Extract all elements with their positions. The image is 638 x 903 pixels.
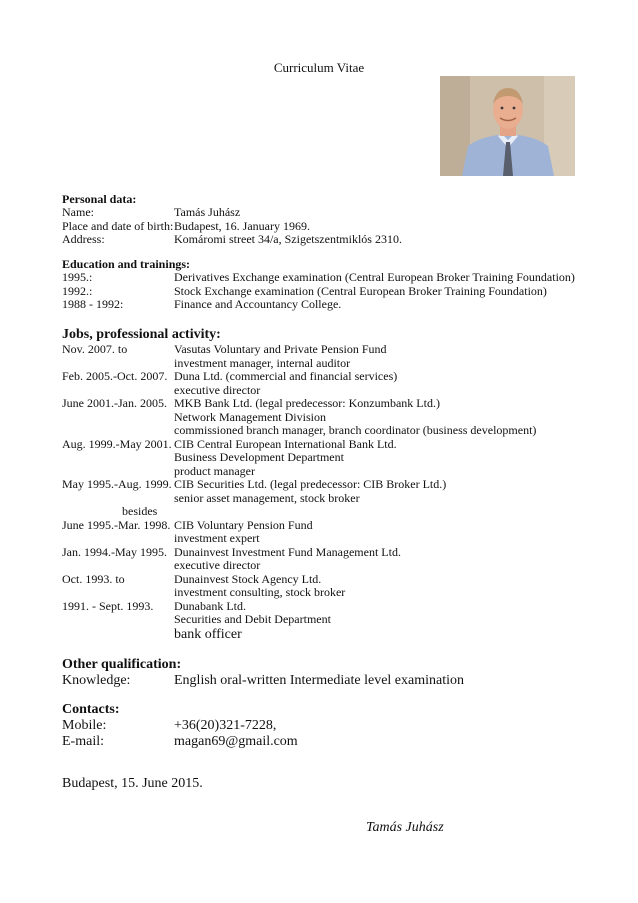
row-value: Derivatives Exchange examination (Central European Broker Training Foundation)	[174, 270, 575, 284]
row-value: Finance and Accountancy College.	[174, 297, 342, 311]
job-employer: CIB Voluntary Pension Fund	[174, 517, 313, 532]
row-label: 1995.:	[62, 270, 93, 284]
besides-label: besides	[122, 504, 158, 518]
contact-row-email	[62, 734, 602, 750]
row-label: 1992.:	[62, 283, 93, 298]
row-label: Knowledge:	[62, 673, 131, 688]
row-label: E-mail:	[62, 734, 104, 749]
row-value: Tamás Juhász	[174, 205, 241, 219]
personal-row-birth	[62, 220, 602, 234]
job-period: Aug. 1999.-May 2001.	[62, 436, 172, 451]
contact-row-mobile	[62, 718, 602, 734]
education-row	[62, 285, 602, 299]
job-detail: Business Development Department	[174, 450, 344, 464]
job-employer: Dunabank Ltd.	[174, 598, 246, 613]
row-value: English oral-written Intermediate level examination	[174, 673, 465, 688]
portrait-image	[440, 76, 575, 176]
personal-row-name	[62, 206, 602, 220]
job-detail: Securities and Debit Department	[174, 612, 331, 626]
job-employer: Dunainvest Investment Fund Management Ltd.	[174, 544, 401, 559]
contacts-section	[62, 702, 602, 750]
signature: Tamás Juhász	[366, 820, 444, 835]
job-detail: bank officer	[174, 626, 242, 642]
place-and-date: Budapest, 15. June 2015.	[62, 776, 203, 791]
job-period: 1991. - Sept. 1993.	[62, 598, 154, 613]
job-detail: executive director	[174, 382, 261, 397]
row-label: Place and date of birth:	[62, 218, 174, 233]
job-detail: investment consulting, stock broker	[174, 585, 346, 599]
job-entry	[62, 573, 602, 587]
personal-data-section	[62, 192, 602, 247]
job-entry	[62, 370, 602, 384]
job-detail: senior asset management, stock broker	[174, 490, 360, 505]
job-entry	[62, 343, 602, 357]
job-detail: Network Management Division	[174, 409, 326, 424]
job-detail: product manager	[174, 463, 255, 478]
jobs-heading: Jobs, professional activity:	[62, 327, 221, 342]
portrait-photo	[440, 76, 575, 176]
row-label: Name:	[62, 205, 94, 219]
job-entry	[62, 397, 602, 411]
job-entry	[62, 438, 602, 452]
education-row	[62, 298, 602, 312]
job-detail: investment manager, internal auditor	[174, 355, 351, 370]
row-value: Budapest, 16. January 1969.	[174, 218, 310, 233]
job-detail: investment expert	[174, 531, 260, 545]
job-period: Feb. 2005.-Oct. 2007.	[62, 369, 168, 383]
job-detail: executive director	[174, 558, 261, 572]
job-employer: CIB Securities Ltd. (legal predecessor: CIB Broker Ltd.)	[174, 477, 447, 491]
job-period: Jan. 1994.-May 1995.	[62, 544, 167, 559]
row-value: +36(20)321-7228,	[174, 718, 277, 733]
job-period: May 1995.-Aug. 1999.	[62, 477, 172, 491]
qualification-row	[62, 673, 602, 689]
education-row	[62, 271, 602, 285]
row-value: Komáromi street 34/a, Szigetszentmiklós 2310.	[174, 232, 402, 246]
job-period: Nov. 2007. to	[62, 342, 128, 356]
job-entry	[62, 478, 602, 492]
row-label: Address:	[62, 232, 105, 246]
row-value: magan69@gmail.com	[174, 734, 298, 749]
education-section	[62, 257, 602, 312]
row-value: Stock Exchange examination (Central European Broker Training Foundation)	[174, 283, 547, 298]
job-period: Oct. 1993. to	[62, 571, 125, 586]
page-title: Curriculum Vitae	[273, 60, 365, 75]
job-entry	[62, 600, 602, 614]
personal-row-address	[62, 233, 602, 247]
personal-data-heading: Personal data:	[62, 192, 137, 206]
row-label: Mobile:	[62, 718, 107, 733]
qualification-heading: Other qualification:	[62, 657, 182, 672]
education-heading: Education and trainings:	[62, 257, 191, 271]
job-entry	[62, 546, 602, 560]
job-entry	[62, 519, 602, 533]
job-employer: CIB Central European International Bank Ltd.	[174, 436, 397, 451]
job-period: June 1995.-Mar. 1998.	[62, 517, 171, 532]
job-detail: commissioned branch manager, branch coordinator (business development)	[174, 423, 537, 437]
contacts-heading: Contacts:	[62, 702, 120, 717]
qualification-section	[62, 657, 602, 689]
row-label: 1988 - 1992:	[62, 297, 124, 311]
job-employer: Dunainvest Stock Agency Ltd.	[174, 571, 322, 586]
job-employer: Duna Ltd. (commercial and financial services)	[174, 369, 398, 383]
job-employer: Vasutas Voluntary and Private Pension Fund	[174, 342, 387, 356]
jobs-section	[62, 327, 602, 643]
job-period: June 2001.-Jan. 2005.	[62, 396, 167, 410]
job-employer: MKB Bank Ltd. (legal predecessor: Konzumbank Ltd.)	[174, 396, 440, 410]
